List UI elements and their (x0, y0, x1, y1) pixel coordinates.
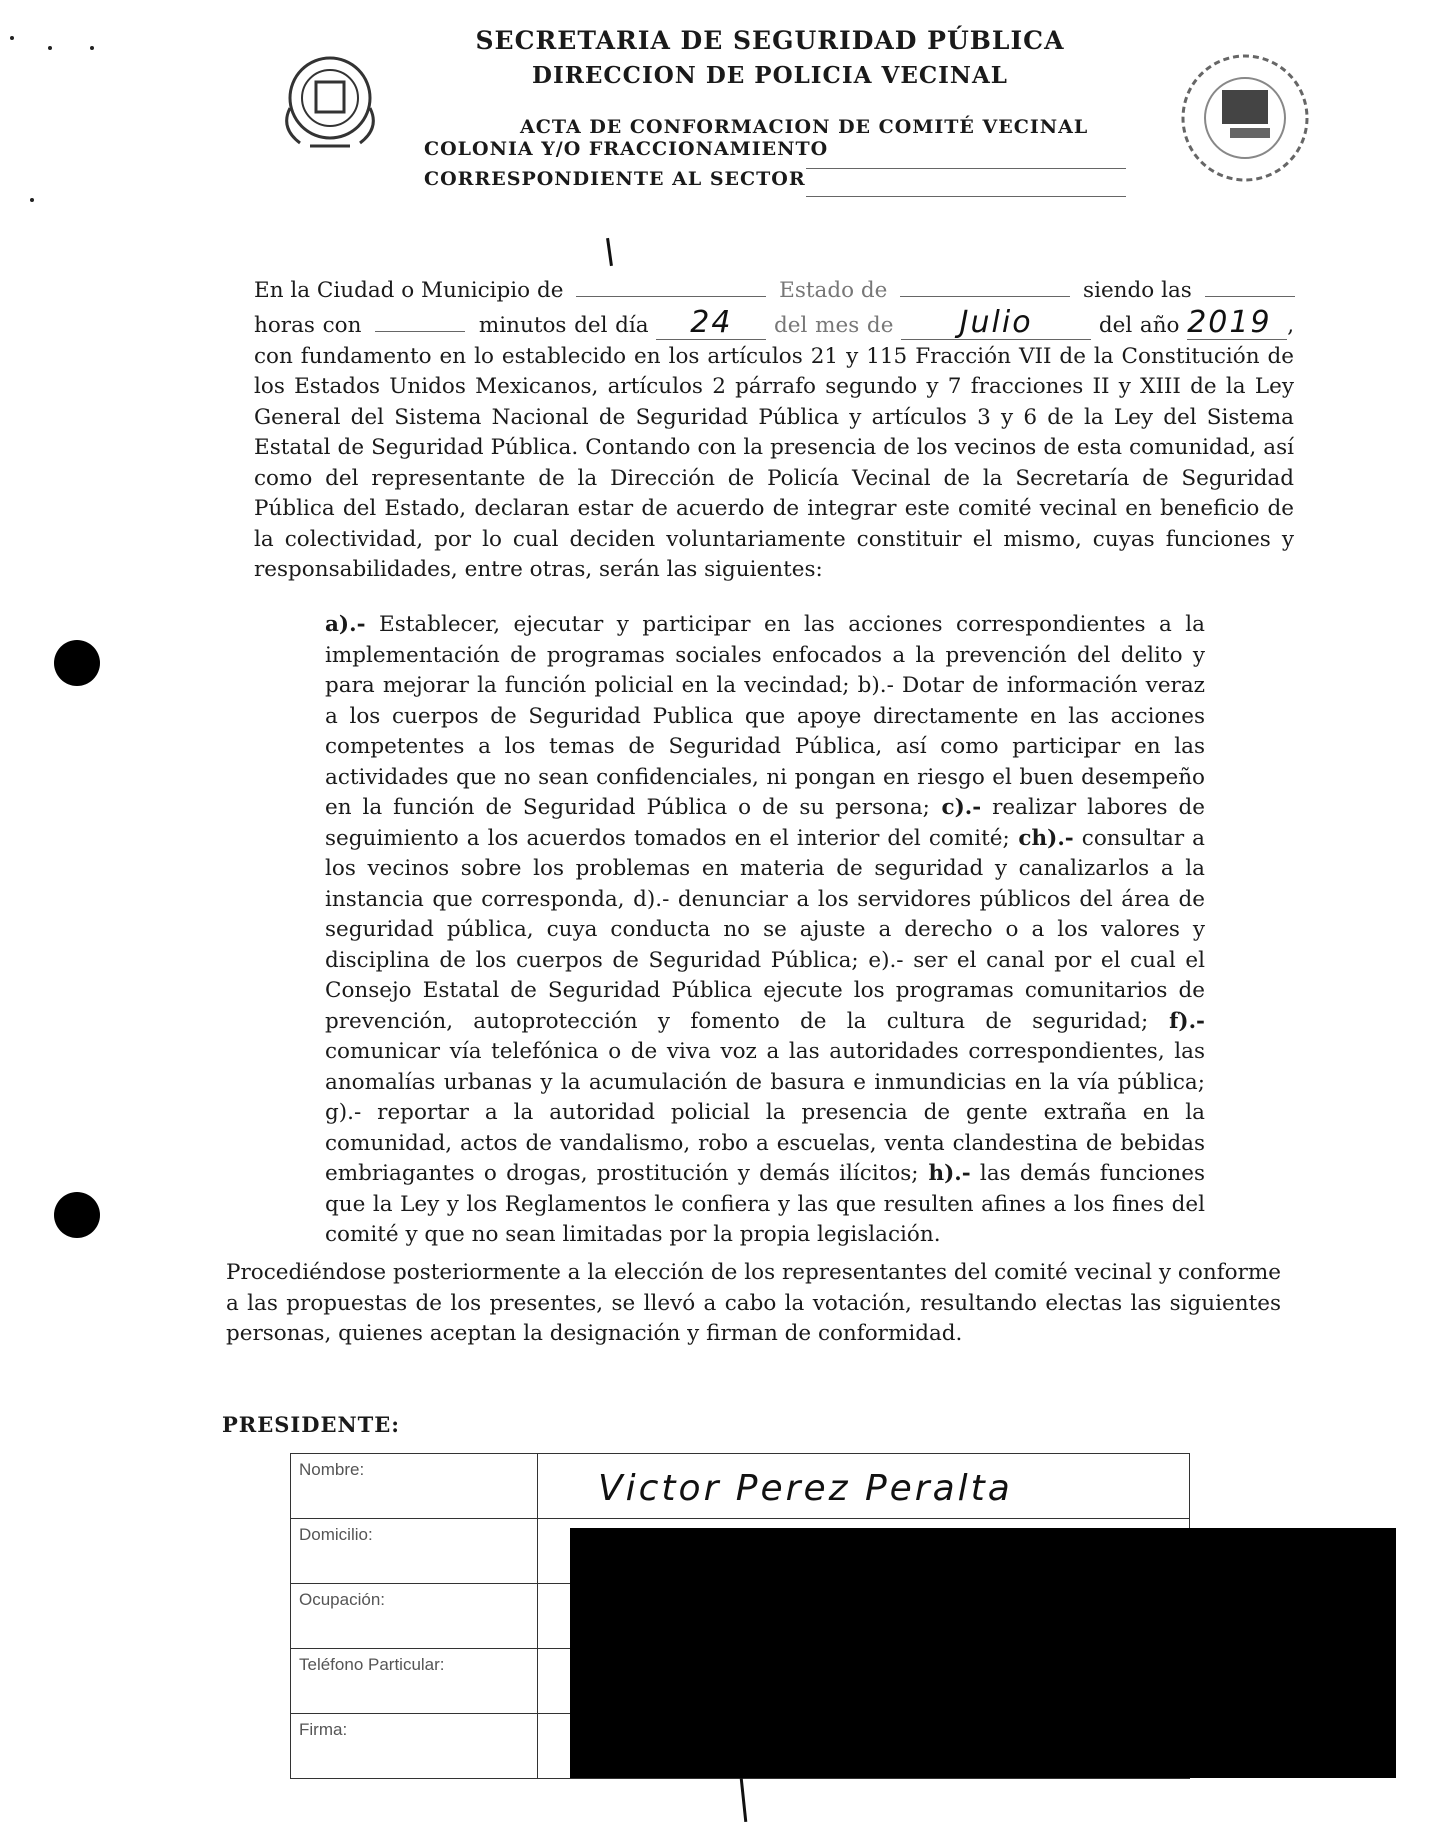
minutes-blank (375, 331, 465, 332)
item-e-marker: e).- (858, 947, 904, 973)
scan-speck (48, 46, 52, 50)
item-g-text: reportar a la autoridad policial la presencia de gente extraña en la comunidad, actos de vandalismo, robo a escuelas, venta clandestina de bebidas embriagantes o drogas, prostitución y demás ilícitos; (325, 1100, 1205, 1186)
header-sector-label: CORRESPONDIENTE AL SECTOR (424, 168, 806, 190)
punch-hole (54, 640, 100, 686)
hour-blank (1205, 296, 1295, 297)
item-h-marker: h).- (918, 1161, 971, 1186)
ssp-seal-logo (270, 48, 390, 158)
official-stamp (1170, 48, 1320, 188)
year-label: del año (1098, 313, 1180, 338)
month-label: del mes de (774, 313, 894, 338)
president-title: PRESIDENTE: (222, 1412, 401, 1437)
president-name-handwritten: Victor Perez Peralta (598, 1468, 1013, 1509)
intro-paragraph (254, 305, 1295, 586)
hours-label: horas con (254, 313, 362, 338)
month-handwritten: Julio (901, 308, 1091, 340)
day-label: minutos del día (478, 313, 649, 338)
item-g-marker: g).- (325, 1100, 362, 1125)
signature-label: Firma: (291, 1714, 538, 1779)
item-a-text: Establecer, ejecutar y participar en las acciones correspondientes a la implementación de programas sociales enfocados a la prevención del delito y para mejorar la función policial en la vecindad; (325, 612, 1205, 698)
item-ch-text: consultar a los vecinos sobre los problemas en materia de seguridad y canalizarlos a la instancia que corresponda, (325, 825, 1205, 912)
scan-speck (10, 36, 14, 40)
pen-mark (606, 238, 613, 266)
scan-speck (90, 46, 94, 50)
item-d-marker: d).- (624, 886, 670, 912)
header-directorate: DIRECCION DE POLICIA VECINAL (532, 62, 1008, 89)
day-handwritten: 24 (656, 308, 766, 340)
item-c-marker: c).- (929, 795, 982, 820)
intro-line-1 (254, 278, 1295, 303)
functions-paragraph (325, 610, 1205, 1251)
item-f-text: comunicar vía telefónica o de viva voz a las autoridades correspondientes, las anomalías urbanas y la acumulación de basura e inmundicias en la vía pública; (325, 1039, 1205, 1095)
address-label: Domicilio: (291, 1519, 538, 1584)
city-blank (576, 296, 766, 297)
sector-blank (806, 196, 1126, 197)
item-e-text: ser el canal por el cual el Consejo Estatal de Seguridad Pública ejecute los programas comunitarios de prevención, autoprotección y fomento de la cultura de seguridad; (325, 947, 1205, 1034)
state-label: Estado de (779, 278, 888, 303)
item-c-text: realizar labores de seguimiento a los acuerdos tomados en el interior del comité; (325, 795, 1205, 851)
redaction-block (570, 1528, 1396, 1778)
header-colony-label: COLONIA Y/O FRACCIONAMIENTO (424, 138, 829, 160)
legal-basis-text: , con fundamento en lo establecido en los artículos 21 y 115 Fracción VII de la Constitución de los Estados Unidos Mexicanos, artículos 2 párrafo segundo y 7 fracciones II y XIII de la Ley General del Sistema Nacional de Seguridad Pública y artículos 3 y 6 de la Ley del Sistema Estatal de Seguridad Pública. Contando con la presencia de los vecinos de esta comunidad, así como del representante de la Dirección de Policía Vecinal de la Secretaría de Seguridad Pública del Estado, declaran estar de acuerdo de integrar este comité vecinal en beneficio de la colectividad, por lo cual deciden voluntariamente constituir el mismo, cuyas funciones y responsabilidades, entre otras, serán las siguientes: (254, 313, 1295, 582)
header-act-title: ACTA DE CONFORMACION DE COMITÉ VECINAL (520, 116, 1089, 138)
signature-stroke (740, 1778, 748, 1822)
occupation-label: Ocupación: (291, 1584, 538, 1649)
item-b-text: Dotar de información veraz a los cuerpos de Seguridad Publica que apoye directamente en las acciones competentes a los temas de Seguridad Pública, así como participar en las actividades que no sean confidenciales, ni pongan en riesgo el buen desempeño en la función de Seguridad Pública o de su persona; (325, 673, 1205, 820)
state-blank (900, 296, 1070, 297)
phone-label: Teléfono Particular: (291, 1649, 538, 1714)
hour-label: siendo las (1083, 278, 1192, 303)
election-paragraph: Procediéndose posteriormente a la elección de los representantes del comité vecinal y conforme a las propuestas de los presentes, se llevó a cabo la votación, resultando electas las siguientes personas, quienes aceptan la designación y firman de conformidad. (226, 1260, 1281, 1346)
name-label: Nombre: (291, 1454, 538, 1519)
city-label: En la Ciudad o Municipio de (254, 278, 564, 303)
header-ministry: SECRETARIA DE SEGURIDAD PÚBLICA (475, 26, 1065, 55)
item-b-marker: b).- (849, 673, 894, 698)
item-ch-marker: ch).- (1009, 825, 1074, 851)
item-a-marker: a).- (325, 612, 366, 637)
punch-hole (54, 1192, 100, 1238)
colony-blank (806, 168, 1126, 169)
item-h-text: las demás funciones que la Ley y los Reglamentos le confiera y las que resulten afines a los fines del comité y que no sean limitadas por la propia legislación. (325, 1161, 1206, 1247)
item-d-text: denunciar a los servidores públicos del área de seguridad pública, cuya conducta no se ajuste a derecho o a los valores y disciplina de los cuerpos de Seguridad Pública; (325, 886, 1205, 973)
item-f-marker: f).- (1148, 1008, 1205, 1034)
scan-speck (30, 198, 34, 202)
year-handwritten: 2019 (1187, 308, 1287, 340)
